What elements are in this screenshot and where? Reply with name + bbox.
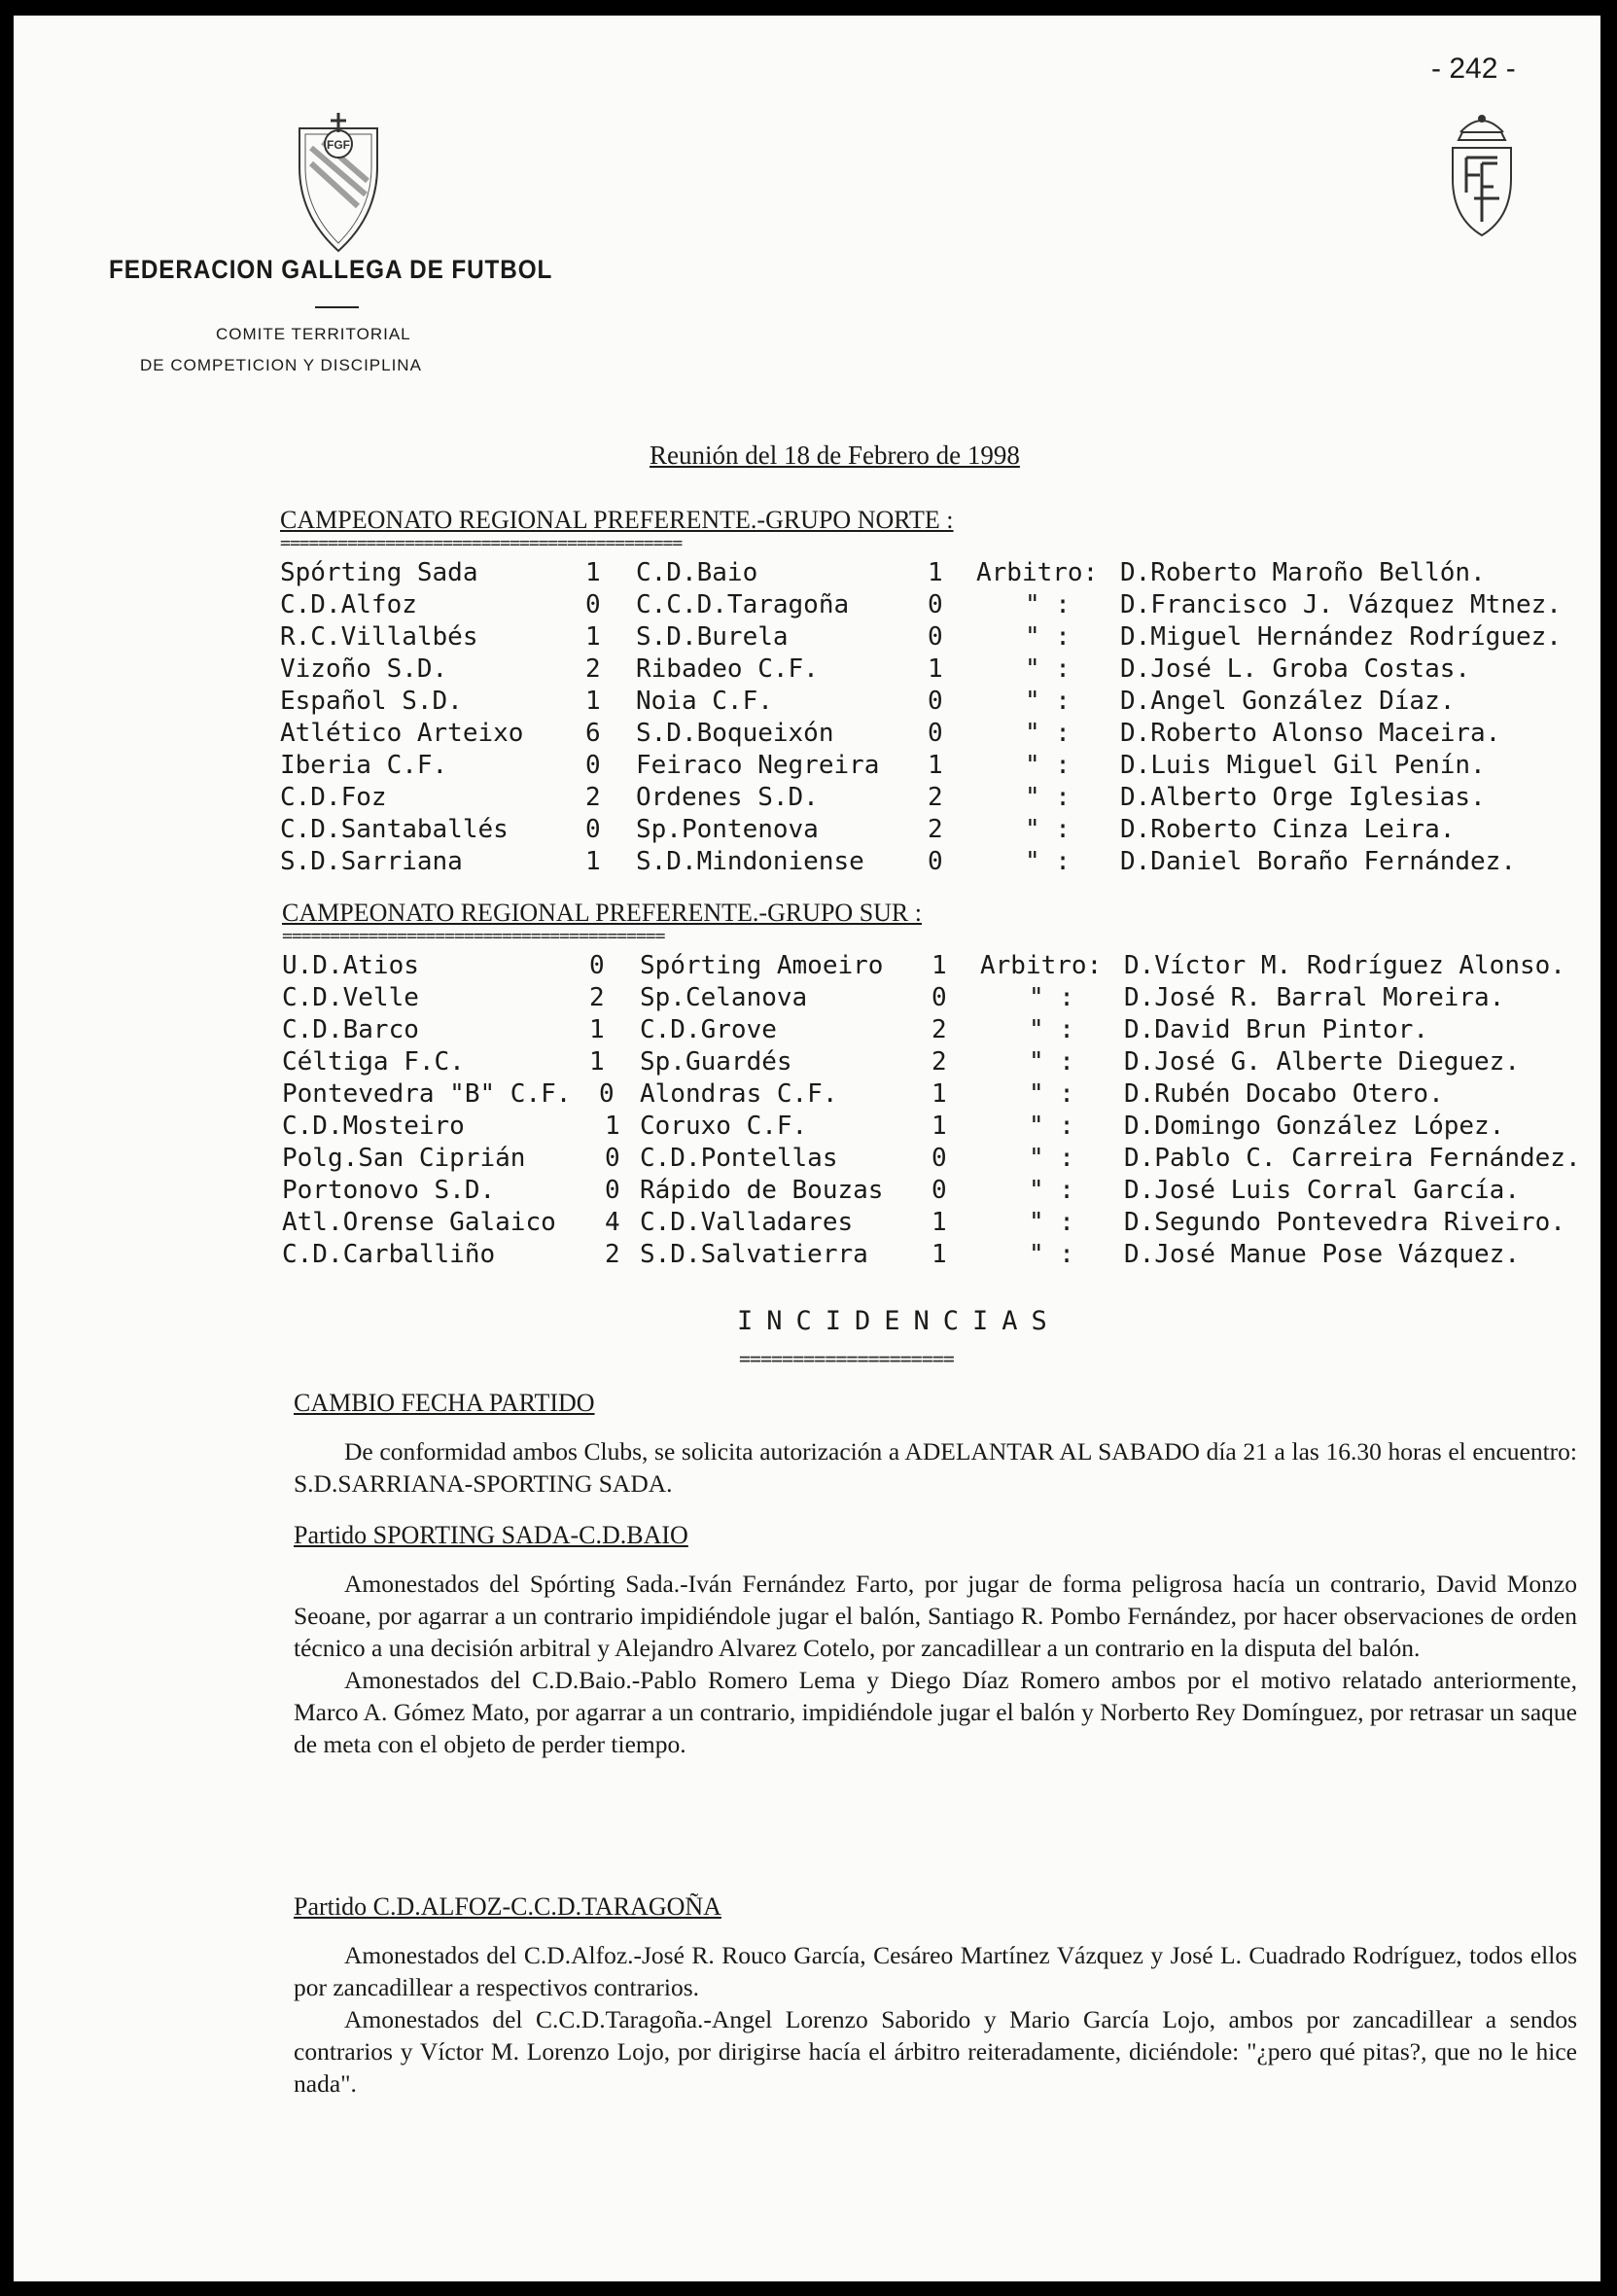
- match-row: [14, 1176, 1600, 1207]
- ditto-mark: " :: [1025, 654, 1071, 684]
- away-team: Noia C.F.: [636, 687, 773, 716]
- group-norte-heading: CAMPEONATO REGIONAL PREFERENTE.-GRUPO NORTE :: [280, 506, 954, 534]
- ditto-mark: " :: [1029, 1176, 1074, 1205]
- away-team: Coruxo C.F.: [640, 1112, 808, 1141]
- ditto-mark: " :: [1029, 1144, 1074, 1173]
- away-score: 0: [928, 590, 943, 619]
- ditto-mark: " :: [1025, 622, 1071, 652]
- home-team: U.D.Atios: [282, 951, 419, 980]
- home-team: R.C.Villalbés: [280, 622, 478, 652]
- away-score: 0: [928, 847, 943, 876]
- home-score: 1: [585, 622, 601, 652]
- home-team: C.D.Foz: [280, 783, 387, 812]
- away-team: Ribadeo C.F.: [636, 654, 819, 684]
- away-team: C.D.Pontellas: [640, 1144, 838, 1173]
- away-team: Spórting Amoeiro: [640, 951, 884, 980]
- home-team: Atl.Orense Galaico: [282, 1208, 556, 1237]
- svg-text:FGF: FGF: [327, 138, 350, 152]
- ditto-mark: " :: [1025, 687, 1071, 716]
- ditto-mark: " :: [1025, 590, 1071, 619]
- match-row: [14, 1015, 1600, 1046]
- referee-name: D.Roberto Alonso Maceira.: [1120, 719, 1501, 748]
- home-score: 1: [589, 1047, 605, 1077]
- away-team: S.D.Burela: [636, 622, 789, 652]
- away-score: 1: [928, 751, 943, 780]
- partido-sada-baio-heading: Partido SPORTING SADA-C.D.BAIO: [294, 1521, 688, 1549]
- match-row: [14, 590, 1600, 621]
- away-team: Alondras C.F.: [640, 1079, 838, 1109]
- home-score: 6: [585, 719, 601, 748]
- away-team: Sp.Celanova: [640, 983, 808, 1012]
- ditto-mark: " :: [1025, 783, 1071, 812]
- referee-name: D.Francisco J. Vázquez Mtnez.: [1120, 590, 1562, 619]
- federation-crest-logo: [294, 109, 383, 255]
- home-team: C.D.Barco: [282, 1015, 419, 1044]
- match-row: [14, 558, 1600, 589]
- home-team: C.D.Carballiño: [282, 1240, 496, 1269]
- match-row: [14, 815, 1600, 846]
- home-team: Atlético Arteixo: [280, 719, 524, 748]
- home-score: 1: [585, 847, 601, 876]
- referee-name: D.Víctor M. Rodríguez Alonso.: [1124, 951, 1565, 980]
- group-norte-double-underline: ==========================================: [280, 533, 683, 553]
- away-score: 2: [932, 1047, 947, 1077]
- away-score: 2: [928, 815, 943, 844]
- away-score: 1: [932, 1208, 947, 1237]
- home-score: 0: [585, 590, 601, 619]
- home-score: 0: [605, 1144, 620, 1173]
- referee-name: D.Segundo Pontevedra Riveiro.: [1124, 1208, 1565, 1237]
- away-score: 1: [932, 1240, 947, 1269]
- away-score: 1: [928, 654, 943, 684]
- group-sur-double-underline: ========================================: [282, 926, 665, 946]
- away-score: 2: [928, 783, 943, 812]
- home-team: Spórting Sada: [280, 558, 478, 587]
- home-team: S.D.Sarriana: [280, 847, 463, 876]
- away-team: S.D.Salvatierra: [640, 1240, 868, 1269]
- referee-name: D.Roberto Maroño Bellón.: [1120, 558, 1486, 587]
- amonestados-taragona-text: Amonestados del C.C.D.Taragoña.-Angel Lorenzo Saborido y Mario García Lojo, ambos por zancadillear a sendos contrarios y Víctor M. Lorenzo Lojo, por dirigirse hacía el árbitro reiteradamente, diciéndole: "¿pero qué pitas?, que no le hice nada".: [294, 2005, 1577, 2098]
- cambio-fecha-heading: CAMBIO FECHA PARTIDO: [294, 1389, 595, 1417]
- match-row: [14, 783, 1600, 814]
- rfef-crest-logo: [1443, 105, 1521, 241]
- organization-name: FEDERACION GALLEGA DE FUTBOL: [109, 255, 553, 284]
- away-score: 2: [932, 1015, 947, 1044]
- match-row: [14, 1208, 1600, 1239]
- referee-name: D.José G. Alberte Dieguez.: [1124, 1047, 1520, 1077]
- home-score: 1: [585, 558, 601, 587]
- referee-name: D.Domingo González López.: [1124, 1112, 1505, 1141]
- referee-name: D.Pablo C. Carreira Fernández.: [1124, 1144, 1581, 1173]
- away-score: 0: [928, 622, 943, 652]
- committee-line-2: DE COMPETICION Y DISCIPLINA: [140, 356, 422, 374]
- referee-name: D.José R. Barral Moreira.: [1124, 983, 1505, 1012]
- match-row: [14, 654, 1600, 686]
- home-team: Iberia C.F.: [280, 751, 448, 780]
- home-team: C.D.Alfoz: [280, 590, 417, 619]
- home-score: 2: [589, 983, 605, 1012]
- away-team: C.D.Valladares: [640, 1208, 854, 1237]
- amonestados-alfoz-text: Amonestados del C.D.Alfoz.-José R. Rouco García, Cesáreo Martínez Vázquez y José L. Cuadrado Rodríguez, todos ellos por zancadillear a respectivos contrarios.: [294, 1941, 1577, 2001]
- match-row: [14, 622, 1600, 653]
- match-row: [14, 751, 1600, 782]
- cambio-fecha-paragraph: [294, 1435, 1577, 1500]
- home-team: Portonovo S.D.: [282, 1176, 496, 1205]
- home-team: Polg.San Ciprián: [282, 1144, 526, 1173]
- away-team: Sp.Pontenova: [636, 815, 819, 844]
- away-score: 0: [932, 1176, 947, 1205]
- referee-label: Arbitro:: [980, 951, 1103, 980]
- partido-sada-baio-paragraphs: [294, 1568, 1577, 1760]
- referee-label: Arbitro:: [976, 558, 1099, 587]
- away-team: S.D.Mindoniense: [636, 847, 864, 876]
- header-divider: [315, 306, 359, 308]
- match-row: [14, 1240, 1600, 1271]
- home-team: Céltiga F.C.: [282, 1047, 465, 1077]
- home-team: C.D.Santaballés: [280, 815, 509, 844]
- away-score: 0: [928, 719, 943, 748]
- partido-alfoz-taragona-heading: Partido C.D.ALFOZ-C.C.D.TARAGOÑA: [294, 1892, 721, 1921]
- home-team: Vizoño S.D.: [280, 654, 448, 684]
- ditto-mark: " :: [1025, 847, 1071, 876]
- home-score: 0: [599, 1079, 615, 1109]
- match-row: [14, 1112, 1600, 1143]
- away-team: Feiraco Negreira: [636, 751, 880, 780]
- away-score: 0: [932, 983, 947, 1012]
- match-row: [14, 687, 1600, 718]
- ditto-mark: " :: [1029, 1047, 1074, 1077]
- incidencias-heading: INCIDENCIAS: [737, 1306, 1061, 1336]
- referee-name: D.Miguel Hernández Rodríguez.: [1120, 622, 1562, 652]
- partido-alfoz-taragona-paragraphs: [294, 1939, 1577, 2100]
- home-score: 2: [605, 1240, 620, 1269]
- match-row: [14, 847, 1600, 878]
- referee-name: D.José L. Groba Costas.: [1120, 654, 1471, 684]
- ditto-mark: " :: [1029, 1208, 1074, 1237]
- home-score: 1: [605, 1112, 620, 1141]
- away-score: 0: [928, 687, 943, 716]
- ditto-mark: " :: [1025, 815, 1071, 844]
- away-team: Sp.Guardés: [640, 1047, 792, 1077]
- meeting-title: Reunión del 18 de Febrero de 1998: [650, 441, 1020, 470]
- match-row: [14, 1144, 1600, 1175]
- referee-name: D.Rubén Docabo Otero.: [1124, 1079, 1444, 1109]
- away-team: C.D.Grove: [640, 1015, 777, 1044]
- referee-name: D.David Brun Pintor.: [1124, 1015, 1429, 1044]
- away-score: 1: [932, 1112, 947, 1141]
- home-score: 0: [605, 1176, 620, 1205]
- home-team: Pontevedra "B" C.F.: [282, 1079, 572, 1109]
- referee-name: D.Daniel Boraño Fernández.: [1120, 847, 1516, 876]
- home-score: 2: [585, 783, 601, 812]
- away-score: 0: [932, 1144, 947, 1173]
- match-row: [14, 1047, 1600, 1078]
- ditto-mark: " :: [1029, 1240, 1074, 1269]
- home-score: 0: [585, 751, 601, 780]
- away-score: 1: [932, 1079, 947, 1109]
- home-score: 1: [589, 1015, 605, 1044]
- away-team: C.D.Baio: [636, 558, 758, 587]
- home-team: C.D.Mosteiro: [282, 1112, 465, 1141]
- amonestados-baio-text: Amonestados del C.D.Baio.-Pablo Romero Lema y Diego Díaz Romero ambos por el motivo relatado anteriormente, Marco A. Gómez Mato, por agarrar a un contrario, impidiéndole jugar el balón y Norberto Rey Domínguez, por retrasar un saque de meta con el objeto de perder tiempo.: [294, 1666, 1577, 1758]
- home-score: 4: [605, 1208, 620, 1237]
- page-number: - 242 -: [1431, 53, 1516, 85]
- away-score: 1: [928, 558, 943, 587]
- match-row: [14, 983, 1600, 1014]
- referee-name: D.Roberto Cinza Leira.: [1120, 815, 1456, 844]
- ditto-mark: " :: [1025, 719, 1071, 748]
- home-team: C.D.Velle: [282, 983, 419, 1012]
- away-team: Ordenes S.D.: [636, 783, 819, 812]
- amonestados-sada-text: Amonestados del Spórting Sada.-Iván Fernández Farto, por jugar de forma peligrosa hacía un contrario, David Monzo Seoane, por agarrar a un contrario impidiéndole jugar el balón, Santiago R. Pombo Fernández, por hacer observaciones de orden técnico a una decisión arbitral y Alejandro Alvarez Cotelo, por zancadillear a un contrario en la disputa del balón.: [294, 1570, 1577, 1662]
- document-page: [14, 16, 1600, 2281]
- cambio-fecha-text: De conformidad ambos Clubs, se solicita autorización a ADELANTAR AL SABADO día 21 a las 16.30 horas el encuentro: S.D.SARRIANA-SPORTING SADA.: [294, 1437, 1577, 1498]
- ditto-mark: " :: [1025, 751, 1071, 780]
- ditto-mark: " :: [1029, 1112, 1074, 1141]
- ditto-mark: " :: [1029, 983, 1074, 1012]
- match-row: [14, 719, 1600, 750]
- referee-name: D.Alberto Orge Iglesias.: [1120, 783, 1486, 812]
- away-team: C.C.D.Taragoña: [636, 590, 850, 619]
- home-score: 1: [585, 687, 601, 716]
- committee-line-1: COMITE TERRITORIAL: [216, 325, 411, 343]
- group-sur-heading: CAMPEONATO REGIONAL PREFERENTE.-GRUPO SUR :: [282, 899, 922, 927]
- match-row: [14, 1079, 1600, 1111]
- referee-name: D.José Manue Pose Vázquez.: [1124, 1240, 1520, 1269]
- away-team: S.D.Boqueixón: [636, 719, 834, 748]
- home-score: 0: [589, 951, 605, 980]
- referee-name: D.José Luis Corral García.: [1124, 1176, 1520, 1205]
- match-row: [14, 951, 1600, 982]
- away-team: Rápido de Bouzas: [640, 1176, 884, 1205]
- away-score: 1: [932, 951, 947, 980]
- home-team: Español S.D.: [280, 687, 463, 716]
- ditto-mark: " :: [1029, 1079, 1074, 1109]
- incidencias-double-underline: ====================: [739, 1347, 954, 1370]
- home-score: 2: [585, 654, 601, 684]
- referee-name: D.Angel González Díaz.: [1120, 687, 1456, 716]
- referee-name: D.Luis Miguel Gil Penín.: [1120, 751, 1486, 780]
- ditto-mark: " :: [1029, 1015, 1074, 1044]
- home-score: 0: [585, 815, 601, 844]
